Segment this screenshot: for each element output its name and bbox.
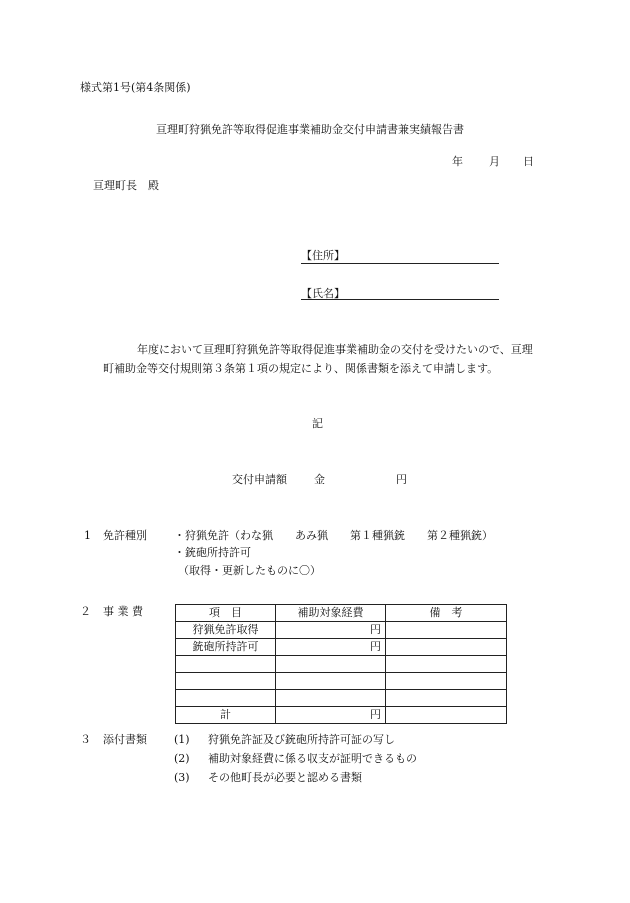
name-field-line[interactable] <box>301 299 499 300</box>
attachment-num-1: (1) <box>174 733 190 746</box>
amount-kin: 金 <box>314 473 325 486</box>
row-item: 狩猟免許取得 <box>176 622 276 639</box>
row-cost[interactable]: 円 <box>276 639 386 656</box>
firearm-permit-line: ・銃砲所持許可 <box>174 546 251 559</box>
row-cost[interactable] <box>276 673 386 690</box>
total-label: 計 <box>176 707 276 724</box>
document-title: 亘理町狩猟免許等取得促進事業補助金交付申請書兼実績報告書 <box>156 123 464 136</box>
cost-table <box>175 604 507 724</box>
table-row <box>176 656 507 673</box>
table-row <box>176 639 507 656</box>
header-item: 項 目 <box>176 605 276 622</box>
total-row <box>176 707 507 724</box>
total-cost[interactable]: 円 <box>276 707 386 724</box>
row-item: 銃砲所持許可 <box>176 639 276 656</box>
date-month-label: 月 <box>489 155 500 168</box>
row-note[interactable] <box>386 622 507 639</box>
attachment-text-2: 補助対象経費に係る収支が証明できるもの <box>208 752 417 765</box>
date-day-label: 日 <box>523 155 534 168</box>
row-item[interactable] <box>176 690 276 707</box>
attachment-text-1: 狩猟免許証及び銃砲所持許可証の写し <box>208 733 395 746</box>
application-paragraph-line2: 町補助金等交付規則第３条第１項の規定により、関係書類を添えて申請します。 <box>103 362 499 375</box>
row-note[interactable] <box>386 673 507 690</box>
table-row <box>176 622 507 639</box>
header-note: 備 考 <box>386 605 507 622</box>
section1-number: 1 <box>84 529 91 542</box>
amount-yen: 円 <box>396 473 407 486</box>
section2-label: 事 業 費 <box>103 605 143 618</box>
name-label: 【氏名】 <box>301 287 345 300</box>
row-item[interactable] <box>176 673 276 690</box>
ki-heading: 記 <box>312 417 323 430</box>
table-row <box>176 673 507 690</box>
row-note[interactable] <box>386 690 507 707</box>
amount-label: 交付申請額 <box>232 473 287 486</box>
row-note[interactable] <box>386 639 507 656</box>
addressee: 亘理町長 殿 <box>93 179 159 192</box>
license-type-line: ・狩猟免許（わな猟 あみ猟 第１種猟銃 第２種猟銃） <box>174 529 493 542</box>
cost-table-header-row <box>176 605 507 622</box>
date-year-label: 年 <box>452 155 463 168</box>
row-note[interactable] <box>386 656 507 673</box>
section2-number: ２ <box>80 605 91 618</box>
total-note[interactable] <box>386 707 507 724</box>
table-row <box>176 690 507 707</box>
application-paragraph-line1: 年度において亘理町狩猟免許等取得促進事業補助金の交付を受けたいので、亘理 <box>137 343 533 356</box>
address-field-line[interactable] <box>301 263 499 264</box>
section1-label: 免許種別 <box>103 529 147 542</box>
attachment-num-3: (3) <box>174 771 190 784</box>
license-note: （取得・更新したものに〇） <box>178 564 321 577</box>
attachment-num-2: (2) <box>174 752 190 765</box>
row-item[interactable] <box>176 656 276 673</box>
section3-number: ３ <box>80 733 91 746</box>
row-cost[interactable] <box>276 656 386 673</box>
attachment-text-3: その他町長が必要と認める書類 <box>208 771 362 784</box>
row-cost[interactable] <box>276 690 386 707</box>
row-cost[interactable]: 円 <box>276 622 386 639</box>
address-label: 【住所】 <box>301 249 345 262</box>
header-cost: 補助対象経費 <box>276 605 386 622</box>
section3-label: 添付書類 <box>103 733 147 746</box>
form-number: 様式第1号(第4条関係) <box>80 81 191 94</box>
